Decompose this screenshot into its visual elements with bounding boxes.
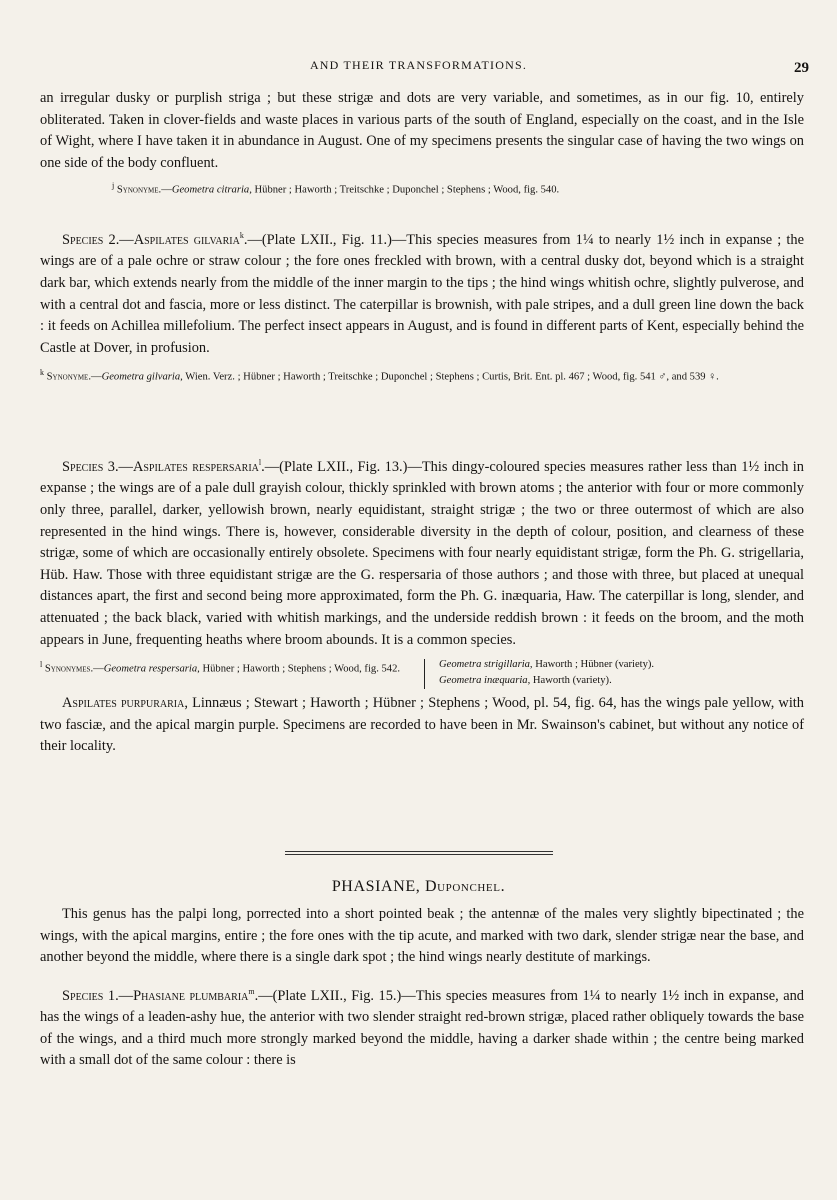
footnote-ref: m: [248, 986, 255, 996]
species-2-paragraph: [40, 225, 804, 359]
footnote-marker: l: [40, 660, 43, 670]
footnote-j: $^j$ Synonyme.—Geometra citraria, Hübner ; Haworth ; Treitschke ; Duponchel ; Stephens ; Wood, fig. 540.: [112, 181, 560, 196]
footnote-variety-1: [439, 657, 804, 673]
genus-block: [40, 904, 804, 1072]
footnote-marker: j: [112, 181, 115, 191]
footnote-text: Haworth (variety).: [530, 675, 612, 687]
species-genus: Aspilates purpuraria,: [62, 695, 188, 712]
footnote-text: Wien. Verz. ; Hübner ; Haworth ; Treitschke ; Duponchel ; Stephens ; Curtis, Brit. Ent. pl. 467 ; Wood, fig. 541 ♂, and 539 ♀.: [182, 371, 719, 383]
species-genus: Phasiane plumbaria: [133, 987, 249, 1004]
continuation-block: [40, 88, 804, 199]
footnote-label: Synonymes.: [44, 663, 94, 675]
species-genus: Aspilates gilvaria: [133, 231, 240, 248]
page-number: 29: [794, 60, 809, 76]
footnote-l-left: $^l$ Synonymes.—Geometra respersaria, Hübner ; Haworth ; Stephens ; Wood, fig. 542.: [40, 660, 401, 675]
section-divider-rule: [285, 851, 553, 855]
continuation-paragraph: an irregular dusky or purplish striga ; but these strigæ and dots are very variable, and sometimes, as in our fig. 10, entirely obliterated. Taken in clover-fields and waste places in various parts of the south of England, especially on the coast, and in the Isle of Wight, where I have taken it in abundance in August. One of my specimens presents the singular case of having the two wings on one side of the body confluent.: [40, 90, 804, 171]
column-divider: [424, 659, 425, 689]
footnote-marker: k: [40, 368, 44, 378]
footnote-text: Hübner ; Haworth ; Treitschke ; Duponchel ; Stephens ; Wood, fig. 540.: [251, 184, 560, 196]
footnote-ref: k: [239, 231, 244, 240]
species-lead: Species 2.—: [62, 231, 134, 248]
genus-author: Duponchel.: [420, 878, 506, 895]
species-genus: Aspilates respersaria: [132, 458, 259, 475]
genus-intro-paragraph: This genus has the palpi long, porrected into a short pointed beak ; the antennæ of the males very slightly bipectinated ; the wings, with the apical margins, entire ; the fore ones with the tip acute, and marked with two dark, slender strigæ near the base, and another beyond the middle, where there is a single dark spot ; the hind wings nearly destitute of markings.: [40, 906, 804, 966]
footnote-l-right: [439, 657, 804, 689]
footnote-text: Hübner ; Haworth ; Stephens ; Wood, fig. 542.: [199, 663, 401, 675]
footnote-species-name: Geometra inæquaria,: [439, 675, 531, 687]
species-text: .—(Plate LXII., Fig. 13.)—This dingy-coloured species measures rather less than 1½ inch in expanse ; the wings are of a pale dull grayish colour, thickly sprinkled with brown atoms ; the anterior with four or more commonly only three, parallel, darker, yellowish brown, nearly equidistant, straight strigæ ; the two or three outermost of which are also represented in the hind wings. There is, however, considerable diversity in the depth of colour, position, and clearness of these strigæ, some of which are occasionally entirely obsolete. Specimens with four nearly equidistant strigæ, form the Ph. G. strigellaria, Hüb. Haw. Those with three equidistant strigæ are the G. respersaria of those authors ; and those with three, but placed at unequal distances apart, the first and second being more approximated, form the Ph. G. inæquaria, Haw. The caterpillar is long, slender, and attenuated ; the back black, varied with whitish markings, and the underside reddish brown : it feeds on the broom, and the moth appears in June, frequenting heaths where broom abounds. It is a common species.: [40, 458, 804, 648]
species-text: .—(Plate LXII., Fig. 15.)—This species measures from 1¼ to nearly 1½ inch in expanse, and has the wings of a leaden-ashy hue, the anterior with two slender straight red-brown strigæ, placed rather obliquely towards the base of the wings, and a third much more strongly marked beyond the middle, having a darker shade within ; the centre being marked with a small dot of the same colour : there is: [40, 987, 805, 1069]
footnote-l: [40, 657, 804, 689]
footnote-species-name: Geometra gilvaria,: [101, 371, 183, 383]
species-lead: Species 1.—: [62, 987, 134, 1004]
footnote-species-name: Geometra citraria,: [171, 184, 252, 196]
footnote-label: Synonyme.: [116, 184, 162, 196]
footnote-species-name: Geometra respersaria,: [103, 663, 200, 675]
species-lead: Species 3.—: [62, 458, 133, 475]
running-head: AND THEIR TRANSFORMATIONS.: [309, 58, 528, 72]
species-text: Linnæus ; Stewart ; Haworth ; Hübner ; Stephens ; Wood, pl. 54, fig. 64, has the wings pale yellow, with two fasciæ, and the apical margin purple. Specimens are recorded to have been in Mr. Swainson's cabinet, but without any notice of their locality.: [40, 695, 805, 755]
footnote-label: Synonyme.: [46, 371, 91, 383]
species-text: .—(Plate LXII., Fig. 11.)—This species measures from 1¼ to nearly 1½ inch in expanse ; the wings are of a pale ochre or straw colour ; the fore ones freckled with brown, with a central dusky dot, beyond which is a straight dark bar, which extends nearly from the middle of the inner margin to the tips ; the hind wings whitish ochre, slightly pulverose, and with a central dot and fascia, more or less distinct. The caterpillar is brownish, with pale stripes, and a dull green line down the back : it feeds on Achillea millefolium. The perfect insect appears in August, and is found in different parts of Kent, especially behind the Castle at Dover, in profusion.: [40, 231, 805, 356]
footnote-ref: l: [258, 458, 262, 467]
species-2-block: [40, 225, 804, 386]
species-3-paragraph: [40, 452, 804, 651]
purpuraria-paragraph: [40, 693, 804, 758]
footnote-variety-2: [439, 673, 804, 689]
species-3-block: [40, 452, 804, 758]
footnote-species-name: Geometra strigillaria,: [439, 659, 533, 671]
genus-title: PHASIANE,: [331, 878, 421, 895]
genus-heading: [0, 878, 837, 896]
footnote-text: Haworth ; Hübner (variety).: [532, 659, 655, 671]
phasiane-species-1-paragraph: [40, 981, 804, 1072]
footnote-k: $^k$ Synonyme.—Geometra gilvaria, Wien. Verz. ; Hübner ; Haworth ; Treitschke ; Duponchel ; Stephens ; Curtis, Brit. Ent. pl. 467 ; Wood, fig. 541 ♂, and 539 ♀.: [40, 368, 719, 383]
